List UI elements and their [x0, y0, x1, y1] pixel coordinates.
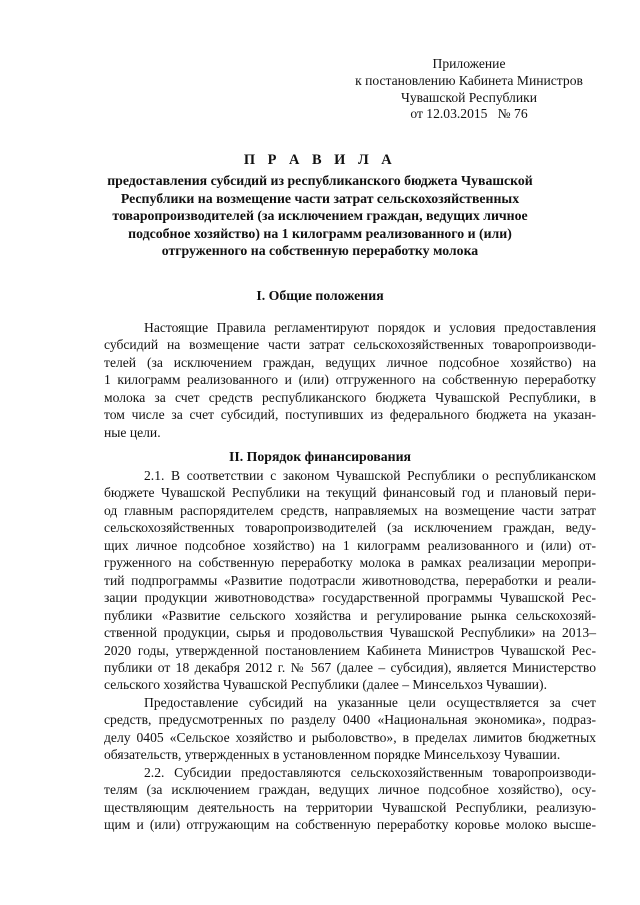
text-line: 2.2. Субсидии предоставляются сельскохозяйственным товаропроизводи- — [144, 765, 596, 780]
section-heading-financing: II. Порядок финансирования — [229, 449, 411, 464]
text-line: ные цели. — [104, 424, 161, 440]
text-line: 2.1. В соответствии с законом Чувашской Республики о республиканском — [144, 468, 596, 483]
subtitle-line: предоставления субсидий из республиканского бюджета Чувашской — [107, 173, 533, 188]
approval-block — [344, 56, 594, 123]
text-line: щих личное подсобное хозяйство) на 1 килограмм реализованного и (или) от- — [104, 537, 596, 553]
text-line: средств, предусмотренных по разделу 0400 «Национальная экономика», подраз- — [104, 712, 596, 728]
section1-paragraph — [104, 319, 596, 441]
text-line: Предоставление субсидий на указанные цели осуществляется за счет — [144, 695, 596, 710]
approval-line: Чувашской Республики — [401, 89, 537, 105]
text-line: од главным распорядителем средств, направляемых на возмещение части затрат — [104, 502, 596, 518]
text-line: 2020 годы, утвержденной постановлением Кабинета Министров Чувашской Рес- — [104, 642, 596, 658]
text-line: щим и (или) отгружающим на собственную переработку коровье молоко высше- — [104, 817, 596, 833]
section2-paragraph-1 — [104, 467, 596, 694]
text-line: бюджете Чувашской Республики на текущий финансовый год и плановый пери- — [104, 485, 596, 501]
text-line: телям (за исключением граждан, ведущих личное подсобное хозяйство), осу- — [104, 782, 596, 798]
text-line: телей (за исключением граждан, ведущих личное подсобное хозяйство) на — [104, 354, 596, 370]
approval-line: к постановлению Кабинета Министров — [355, 72, 583, 88]
section2-paragraph-2 — [104, 694, 596, 764]
approval-date-number: от 12.03.2015 № 76 — [410, 106, 528, 122]
subtitle-line: отгруженного на собственную переработку молока — [161, 243, 479, 259]
text-line: Настоящие Правила регламентируют порядок и условия предоставления — [144, 320, 596, 335]
text-line: сельского хозяйства Чувашской Республики (далее – Минсельхоз Чувашии). — [104, 677, 547, 693]
subtitle-line: товаропроизводителей (за исключением граждан, ведущих личное — [112, 208, 528, 224]
text-line: тий подпрограммы «Развитие подотрасли животноводства, переработки и реали- — [104, 572, 596, 588]
text-line: зации продукции животноводства» государственной программы Чувашской Рес- — [104, 590, 596, 606]
subtitle-line: подсобное хозяйство) на 1 килограмм реализованного и (или) — [128, 225, 512, 241]
section2-paragraph-3 — [104, 764, 596, 834]
text-line: сельскохозяйственных товаропроизводителей (за исключением граждан, веду- — [104, 520, 596, 536]
text-line: груженного на собственную переработку молока в рамках реализации меропри- — [104, 555, 596, 571]
text-line: публики «Развитие сельского хозяйства и регулирование рынка сельскохозяй- — [104, 607, 596, 623]
text-line: 1 килограмм реализованного и (или) отгруженного на собственную переработку — [104, 372, 596, 388]
text-line: субсидий на возмещение части затрат сельскохозяйственных товаропроизводи- — [104, 337, 596, 353]
subtitle-line: Республики на возмещение части затрат сельскохозяйственных — [120, 190, 520, 206]
text-line: обязательств, утвержденных в установленном порядке Минсельхозу Чувашии. — [104, 747, 561, 763]
document-subtitle — [0, 172, 640, 260]
text-line: ственной продукции, сырья и продовольствия Чувашской Республики» на 2013– — [104, 625, 596, 641]
text-line: публики от 18 декабря 2012 г. № 567 (далее – субсидия), является Министерство — [104, 659, 596, 675]
approval-line: Приложение — [432, 56, 506, 71]
text-line: молока за счет средств республиканского бюджета Чувашской Республики, в — [104, 389, 596, 405]
document-title: П Р А В И Л А — [243, 152, 397, 168]
text-line: том числе за счет субсидий, поступивших из федерального бюджета на указан- — [104, 407, 596, 423]
text-line: ществляющим деятельность на территории Чувашской Республики, реализую- — [104, 799, 596, 815]
section-heading-general: I. Общие положения — [256, 288, 384, 303]
text-line: делу 0405 «Сельское хозяйство и рыболовство», в пределах лимитов бюджетных — [104, 729, 596, 745]
